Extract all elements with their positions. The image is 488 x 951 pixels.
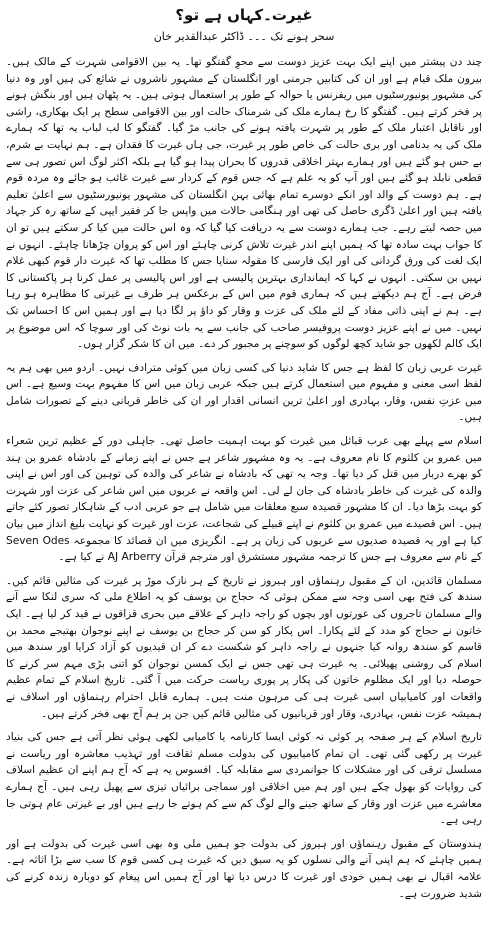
paragraph: مسلمان قائدین، ان کے مقبول رہنماؤں اور ہیروز نے تاریخ کے ہر نازک موڑ پر غیرت کی مثالیں قائم کیں۔ سندھ کی فتح بھی اسی وجہ سے ممکن ہوئی کہ حجاج بن یوسف کو یہ اطلاع ملی کہ سری لنکا سے آنے والے مسلمان تاجروں کی عورتوں اور بچوں کو راجہ داہر کے علاقے میں بحری قزاقوں نے قید کر لیا ہے۔ ایک خاتون نے حجاج کو مدد کے لئے پکارا۔ اس پکار کو سن کر حجاج بن یوسف نے اپنے نوجوان بھتیجے محمد بن قاسم کو سندھ روانہ کیا جنہوں نے راجہ داہر کو شکست دے کر ان قیدیوں کو آزاد کرایا اور سندھ میں اسلام کی روشنی پھیلائی۔ یہ غیرت ہی تھی جس نے ایک کمسن نوجوان کو اتنی بڑی مہم سر کرنے کا حوصلہ دیا اور ایک مظلوم خاتون کی پکار پر پوری ریاست حرکت میں آ گئی۔ تاریخ اسلام کے تمام عظیم واقعات اور کامیابیاں اسی غیرت ہی کی مرہون منت ہیں۔ ہمارے قابل احترام رہنماؤں اور اسلاف نے ہمیشہ عزت نفس، بہادری، وقار اور قربانیوں کی مثالیں قائم کیں جن پر ہم آج بھی فخر کرتے ہیں۔ (6, 574, 482, 720)
paragraph: غیرت عربی زبان کا لفظ ہے جس کا شاید دنیا کی کسی زبان میں کوئی مترادف نہیں۔ اردو میں بھی ہم یہ لفظ اسی معنی و مفہوم میں استعمال کرتے ہیں جبکہ عربی زبان میں اس کا مفہوم بہت وسیع ہے۔ اس میں عزتِ نفس، وقار، بہادری اور اعلیٰ ترین انسانی اقدار اور ان کی خاطر قربانی دینے کے تصورات شامل ہیں۔ (6, 361, 482, 424)
article-body (6, 54, 482, 947)
article-byline: سحر ہونے تک ۔۔۔ ڈاکٹر عبدالقدیر خان (153, 30, 335, 43)
article-title: غیرت۔کہاں ہے تو؟ (175, 6, 313, 24)
paragraph: ہندوستان کے مقبول رہنماؤں اور ہیروز کی بدولت جو ہمیں ملی وہ بھی اسی غیرت کی بدولت ہے اور ہمیں چاہئے کہ ہم اپنی آنے والی نسلوں کو یہ سبق دیں کہ غیرت ہی کسی قوم کا سب سے بڑا اثاثہ ہے۔ علامہ اقبال نے بھی ہمیں خودی اور غیرت کا درس دیا تھا اور آج ہمیں اس پیغام کو دوبارہ زندہ کرنے کی شدید ضرورت ہے۔ (6, 837, 482, 900)
paragraph: تاریخ اسلام کے ہر صفحہ پر کوئی نہ کوئی ایسا کارنامہ یا کامیابی لکھی ہوئی نظر آتی ہے جس کی بنیاد غیرت پر رکھی گئی تھی۔ ان تمام کامیابیوں کی بدولت مسلم ثقافت اور تہذیب معاشرہ اور ریاست نے مسلسل ترقی کی اور مشکلات کا جوانمردی سے مقابلہ کیا۔ افسوس یہ ہے کہ آج ہم اپنے ان عظیم اسلاف کی روایات کو بھول چکے ہیں اور ہم میں اخلاقی اور سماجی برائیاں تیزی سے پھیل رہی ہیں۔ آج ہمارے معاشرے میں عزت اور وقار کے ساتھ جینے والے لوگ کم سے کم ہوتے جا رہے ہیں اور بے غیرتی عام ہوتی جا رہی ہے۔ (6, 731, 482, 827)
paragraph: چند دن پیشتر میں اپنے ایک بہت عزیز دوست سے محوِ گفتگو تھا۔ یہ بین الاقوامی شہرت کے مالک ہیں۔ بیرون ملک قیام ہے اور ان کی کتابیں جرمنی اور انگلستان کے مشہور ناشروں نے شائع کی ہیں اور وہ دنیا کی مشہور یونیورسٹیوں میں ریفرنس یا حوالہ کے طور پر استعمال ہوتی ہیں۔ یہ پٹھان ہیں اور بنگش ہونے پر فخر کرتے ہیں۔ گفتگو کا رخ ہمارے ملک کی شرمناک حالت اور بین الاقوامی سطح پر ایک بھکاری، راشی اور ناقابل اعتبار ملک کے طور پر شہرت یافتہ ہونے کی جانب مڑ گیا۔ گفتگو کا لب لباب یہ تھا کہ ہمارے ملک کی یہ بدنامی اور بری حالت کی خاص طور پر غیرت، جی ہاں غیرت کا فقدان ہے۔ ہم نہایت بے شرم، بے حس ہو گئے ہیں اور ہمارے بہتر اخلاقی قدروں کا بحران پیدا ہو گیا ہے بلکہ اکثر لوگ اس تصور ہی سے قطعی نابلد ہو گئے ہیں اور آپ کو یہ علم ہے کہ جس قوم کے کردار سے غیرت غائب ہو جائے وہ مردہ قوم ہے۔ ہم دوست کے والد اور انکے دوسرے تمام بھائی بہن انگلستان کی مشہور یونیورسٹیوں سے اعلیٰ تعلیم یافتہ ہیں اور اعلیٰ ڈگری حاصل کی تھی اور ہنگامی حالات میں واپس جا کر فقیر ایپی کے ساتھ رہ کر جہاد میں حصہ لیتے رہے۔ جب ہمارے دوست سے یہ دریافت کیا گیا کہ وہ اس حالت میں کیا کر سکتے ہیں تو ان کا جواب بہت سادہ تھا کہ ہمیں اپنے اندر غیرت تلاش کرنی چاہئے اور اس کو پروان چڑھانا چاہئے۔ انہوں نے ایک لغت کی ورق گردانی کی اور ایک فارسی کا مقولہ سنایا جس کا مطلب تھا کہ غیرت دار قوم کبھی غلام نہیں بن سکتی۔ انہوں نے کہا کہ ایمانداری بہترین پالیسی ہے اور اس پالیسی پر عمل کرنا ہر پاکستانی کا فرض ہے۔ آج ہم دیکھتے ہیں کہ ہماری قوم میں اس کے برعکس ہر طرف بے غیرتی کا مظاہرہ ہو رہا ہے۔ ہم نے اپنی ذاتی مفاد کے لئے ملک کی عزت و وقار کو داؤ پر لگا دیا ہے اور ہمیں اس کا احساس تک نہیں۔ میں نے اپنے عزیز دوست پروفیسر صاحب کی جانب سے یہ بات نوٹ کی اور سوچا کہ اس موضوع پر ایک کالم لکھوں جو شاید کچھ لوگوں کو سوچنے پر مجبور کر دے۔ میں ان کا شکر گزار ہوں۔ (6, 56, 482, 351)
paragraph: اسلام سے پہلے بھی عرب قبائل میں غیرت کو بہت اہمیت حاصل تھی۔ جاہلی دور کے عظیم ترین شعراء میں عمرو بن کلثوم کا نام معروف ہے۔ یہ وہ مشہور شاعر ہے جس نے اپنے زمانے کے بادشاہ عمرو بن ہند کو بھرے دربار میں قتل کر دیا تھا۔ وجہ یہ تھی کہ بادشاہ نے شاعر کی والدہ کی توہین کی اور اس نے اپنی والدہ کی غیرت کی خاطر بادشاہ کی جان لے لی۔ اس واقعہ نے عربوں میں اس شاعر کی عزت اور شہرت کو بہت بڑھا دیا۔ ان کا مشہور قصیدہ سبع معلقات میں شامل ہے جو عربی ادب کے شاہکار تصور کئے جاتے ہیں۔ اس قصیدے میں عمرو بن کلثوم نے اپنے قبیلے کی شجاعت، عزت اور غیرت کو نہایت بلیغ انداز میں بیان کیا ہے اور یہ قصیدہ صدیوں سے عربوں کی زبان پر ہے۔ انگریزی میں ان قصائد کا مجموعہ Seven Odes کے نام سے معروف ہے جس کا ترجمہ مشہور مستشرق اور مترجم قرآن AJ Arberry نے کیا ہے۔ (6, 435, 482, 564)
